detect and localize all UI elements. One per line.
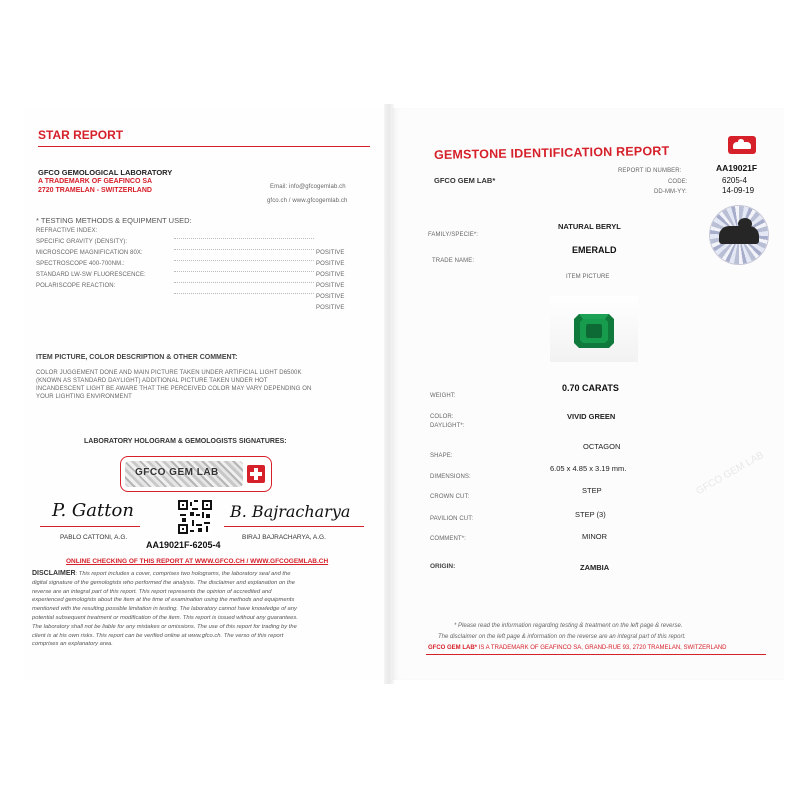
- comment-line: COLOR JUGGEMENT DONE AND MAIN PICTURE TAKEN UNDER ARTIFICIAL LIGHT D6500K: [36, 370, 302, 376]
- item-picture-label: ITEM PICTURE: [566, 274, 610, 280]
- weight-label: WEIGHT:: [430, 393, 456, 399]
- comment-line: INCANDESCENT LIGHT BE AWARE THAT THE PERCEIVED COLOR MAY VARY DEPENDING ON: [36, 386, 312, 392]
- signature-name-left: PABLO CATTONI, A.G.: [60, 534, 128, 541]
- online-check-link[interactable]: ONLINE CHECKING OF THIS REPORT AT WWW.GFCO.CH / WWW.GFCOGEMLAB.CH: [66, 558, 329, 565]
- lab-email: Email: info@gfcogemlab.ch: [270, 184, 346, 190]
- code-value: 6205-4: [722, 176, 747, 185]
- gem-lab-label: GFCO GEM LAB*: [434, 176, 496, 185]
- method-result: POSITIVE: [316, 261, 345, 267]
- hologram-title: LABORATORY HOLOGRAM & GEMOLOGISTS SIGNATURES:: [84, 438, 287, 445]
- comment-line: YOUR LIGHTING ENVIRONMENT: [36, 394, 132, 400]
- dotted-leader: [174, 293, 314, 294]
- comment-line: (KNOWN AS STANDARD DAYLIGHT) ADDITIONAL PICTURE TAKEN UNDER HOT: [36, 378, 268, 384]
- shape-value: OCTAGON: [583, 442, 621, 451]
- code-label: CODE:: [668, 179, 688, 185]
- shape-label: SHAPE:: [430, 453, 453, 459]
- dotted-leader: [174, 249, 314, 250]
- trade-name-label: TRADE NAME:: [432, 258, 475, 264]
- signature-left: P. Gatton: [52, 500, 134, 521]
- method-result: POSITIVE: [316, 250, 345, 256]
- gfco-logo-icon: [728, 136, 756, 154]
- disclaimer-line: experienced gemologists about the item at the time of examination using the methods and equipments: [32, 597, 295, 604]
- methods-title: * TESTING METHODS & EQUIPMENT USED:: [36, 216, 192, 225]
- header-rule: [38, 146, 370, 147]
- lab-name: GFCO GEMOLOGICAL LABORATORY: [38, 168, 173, 177]
- signature-line-right: [224, 526, 364, 527]
- disclaimer-line: : This report includes a cover, comprises two holograms, the laboratory seal and the: [75, 571, 291, 577]
- method-label: SPECTROSCOPE 400-700NM.:: [36, 261, 125, 267]
- weight-value: 0.70 CARATS: [562, 383, 619, 393]
- method-result: POSITIVE: [316, 305, 345, 311]
- disclaimer-line: reverse are an integral part of this report. This report represents the opinion of accredited and: [32, 588, 272, 595]
- hologram-badge: [120, 456, 272, 492]
- emerald-gem-icon: [574, 314, 614, 348]
- disclaimer-block: [32, 570, 372, 649]
- crown-cut-value: STEP: [582, 486, 602, 495]
- pavilion-cut-value: STEP (3): [575, 510, 606, 519]
- disclaimer-line: digital signature of the gemologists who performed the analysis. The disclaimer and explanation on the: [32, 579, 295, 586]
- footer-brand: GFCO GEM LAB*: [428, 645, 477, 651]
- signature-name-right: BIRAJ BAJRACHARYA, A.G.: [242, 534, 326, 541]
- hologram-seal-icon: [710, 206, 768, 264]
- method-label: POLARISCOPE REACTION:: [36, 283, 116, 289]
- report-id-value: AA19021F: [716, 163, 758, 173]
- report-title: GEMSTONE IDENTIFICATION REPORT: [433, 143, 670, 162]
- disclaimer-line: The laboratory shall not be liable for any mistakes or omissions. The use of this report for trading by the: [32, 623, 297, 630]
- family-label: FAMILY/SPECIE*:: [428, 232, 479, 238]
- dotted-leader: [174, 260, 314, 261]
- dimensions-label: DIMENSIONS:: [430, 474, 471, 480]
- report-id-label: REPORT ID NUMBER:: [618, 168, 682, 174]
- footer-text: IS A TRADEMARK OF GEAFINCO SA, GRAND-RUE 93, 2720 TRAMELAN, SWITZERLAND: [477, 645, 727, 651]
- lab-trademark: A TRADEMARK OF GEAFINCO SA: [38, 178, 153, 185]
- report-code: AA19021F-6205-4: [146, 540, 221, 550]
- trade-name-value: EMERALD: [572, 245, 617, 255]
- hologram-text: GFCO GEM LAB: [135, 467, 219, 478]
- method-label: MICROSCOPE MAGNIFICATION 80X:: [36, 250, 143, 256]
- star-report-page: [24, 108, 384, 680]
- disclaimer-line: comprises an explanatory area.: [32, 641, 113, 648]
- dotted-leader: [174, 282, 314, 283]
- footnote-1: * Please read the information regarding testing & treatment on the left page & reverse.: [454, 623, 683, 629]
- date-value: 14-09-19: [722, 186, 755, 195]
- method-label: REFRACTIVE INDEX:: [36, 228, 98, 234]
- color-daylight-label: DAYLIGHT*:: [430, 423, 465, 429]
- comment-label: COMMENT*:: [430, 536, 466, 542]
- pavilion-cut-label: PAVILION CUT:: [430, 516, 474, 522]
- lab-address: 2720 TRAMELAN - SWITZERLAND: [38, 187, 152, 194]
- disclaimer-line: potential subsequent treatment or modification of the item. This report is issued without any guarantees.: [32, 614, 298, 621]
- footer-trademark: [428, 645, 727, 651]
- method-result: POSITIVE: [316, 283, 345, 289]
- footer-rule: [426, 654, 766, 655]
- method-result: POSITIVE: [316, 272, 345, 278]
- swiss-cross-icon: [247, 465, 265, 483]
- date-label: DD-MM-YY:: [654, 189, 687, 195]
- lab-website: gfco.ch / www.gfcogemlab.ch: [267, 198, 348, 204]
- origin-label: ORIGIN:: [430, 563, 456, 570]
- watermark-text: GFCO GEM LAB: [694, 449, 766, 498]
- signature-right: B. Bajracharya: [230, 502, 351, 521]
- comment-title: ITEM PICTURE, COLOR DESCRIPTION & OTHER COMMENT:: [36, 354, 238, 361]
- item-picture-frame: [550, 296, 638, 362]
- disclaimer-title: DISCLAIMER: [32, 570, 76, 577]
- dotted-leader: [174, 238, 314, 239]
- qr-code-icon: [178, 500, 212, 534]
- color-label: COLOR:: [430, 414, 454, 420]
- dotted-leader: [174, 271, 314, 272]
- crown-cut-label: CROWN CUT:: [430, 494, 470, 500]
- method-result: POSITIVE: [316, 294, 345, 300]
- color-value: VIVID GREEN: [567, 412, 616, 421]
- identification-report-page: [392, 108, 784, 680]
- signature-line-left: [40, 526, 140, 527]
- method-label: STANDARD LW-SW FLUORESCENCE:: [36, 272, 146, 278]
- family-value: NATURAL BERYL: [558, 222, 621, 231]
- dimensions-value: 6.05 x 4.85 x 3.19 mm.: [550, 464, 627, 473]
- origin-value: ZAMBIA: [580, 563, 610, 572]
- star-report-title: STAR REPORT: [38, 128, 124, 142]
- footnote-2: The disclaimer on the left page & information on the reverse are an integral part of this report.: [438, 634, 686, 640]
- disclaimer-line: mentioned with the resulting possible limitation in testing. The laboratory cannot have knowledge of any: [32, 606, 297, 613]
- comment-value: MINOR: [582, 532, 607, 541]
- method-label: SPECIFIC GRAVITY (DENSITY):: [36, 239, 128, 245]
- disclaimer-line: client is at his own risks. This report can be verified online at www.gfco.ch. The verso of this report: [32, 632, 284, 639]
